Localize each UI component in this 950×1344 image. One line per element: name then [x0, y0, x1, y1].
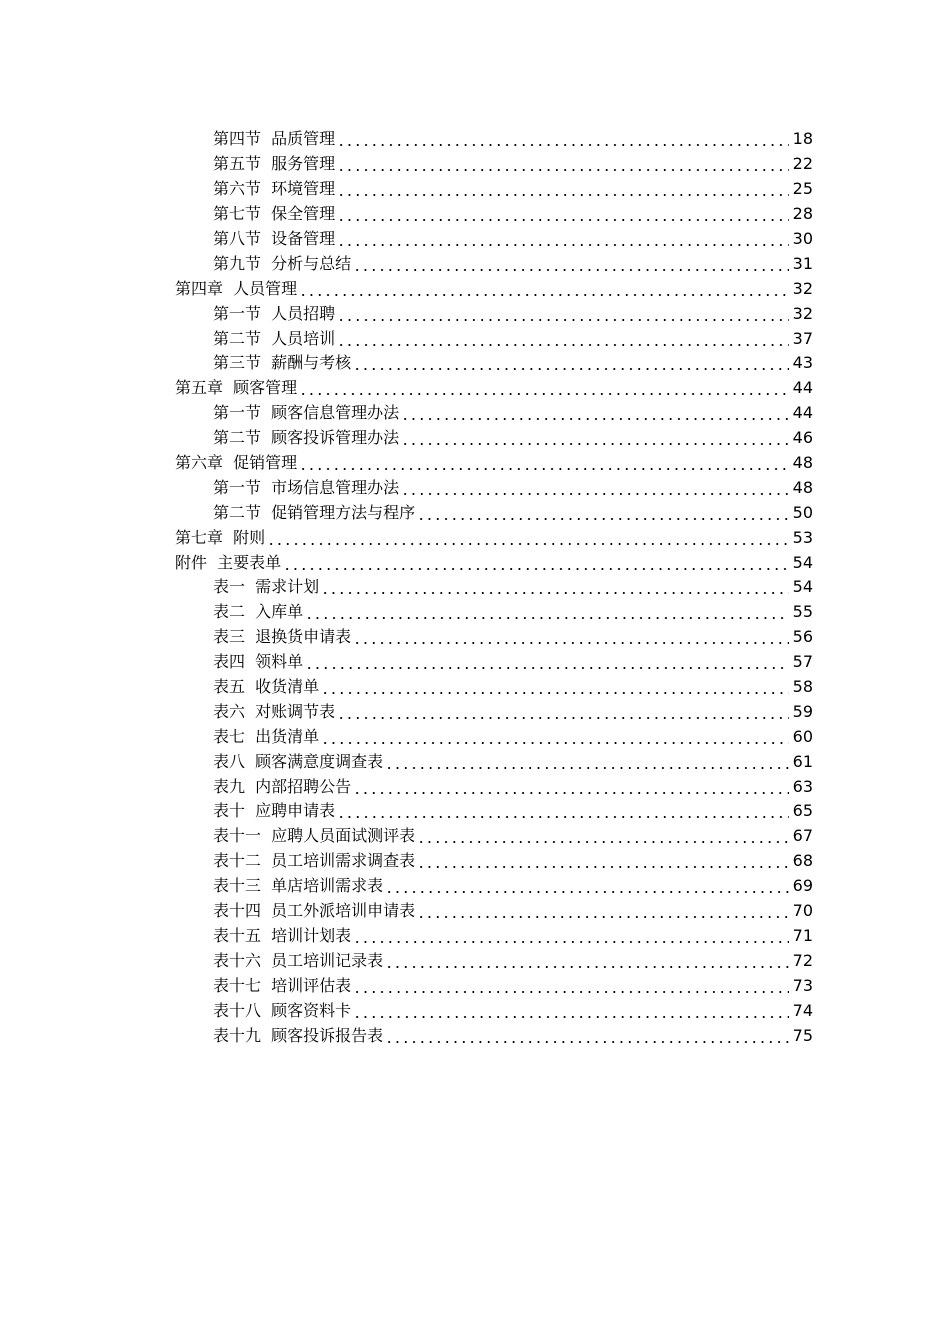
- toc-entry-label: 表三 退换货申请表: [213, 627, 352, 647]
- toc-page-number: 32: [792, 278, 813, 298]
- toc-dot-leader: [385, 876, 789, 896]
- toc-section-entry[interactable]: [0, 326, 950, 351]
- toc-page-number: 68: [792, 851, 813, 871]
- toc-section-entry[interactable]: [0, 500, 950, 525]
- toc-dot-leader: [337, 229, 789, 249]
- toc-dot-leader: [337, 329, 789, 349]
- toc-section-entry[interactable]: [0, 1023, 950, 1048]
- toc-chapter-entry[interactable]: [0, 525, 950, 550]
- toc-entry-label: 第九节 分析与总结: [213, 253, 352, 273]
- toc-section-entry[interactable]: [0, 724, 950, 749]
- toc-page-number: 57: [792, 652, 813, 672]
- toc-page-number: 44: [792, 403, 813, 423]
- toc-section-entry[interactable]: [0, 824, 950, 849]
- toc-dot-leader: [401, 428, 789, 448]
- toc-section-entry[interactable]: [0, 475, 950, 500]
- toc-dot-leader: [353, 976, 789, 996]
- toc-page-number: 75: [792, 1025, 813, 1045]
- toc-page-number: 56: [792, 627, 813, 647]
- toc-page-number: 72: [792, 950, 813, 970]
- toc-section-entry[interactable]: [0, 127, 950, 152]
- toc-page-number: 25: [792, 179, 813, 199]
- toc-section-entry[interactable]: [0, 799, 950, 824]
- toc-section-entry[interactable]: [0, 874, 950, 899]
- toc-section-entry[interactable]: [0, 948, 950, 973]
- toc-dot-leader: [401, 478, 789, 498]
- toc-page-number: 37: [792, 328, 813, 348]
- toc-dot-leader: [299, 279, 789, 299]
- toc-section-entry[interactable]: [0, 202, 950, 227]
- toc-page-number: 48: [792, 453, 813, 473]
- toc-dot-leader: [321, 577, 789, 597]
- toc-section-entry[interactable]: [0, 650, 950, 675]
- toc-chapter-entry[interactable]: [0, 550, 950, 575]
- toc-entry-label: 第七节 保全管理: [213, 204, 336, 224]
- toc-section-entry[interactable]: [0, 351, 950, 376]
- toc-entry-label: 第二节 人员培训: [213, 328, 336, 348]
- toc-section-entry[interactable]: [0, 998, 950, 1023]
- toc-dot-leader: [417, 851, 789, 871]
- toc-section-entry[interactable]: [0, 401, 950, 426]
- toc-page-number: 48: [792, 477, 813, 497]
- toc-dot-leader: [337, 179, 789, 199]
- toc-dot-leader: [385, 951, 789, 971]
- toc-entry-label: 表十一 应聘人员面试测评表: [213, 826, 416, 846]
- toc-dot-leader: [305, 602, 789, 622]
- toc-entry-label: 第五节 服务管理: [213, 154, 336, 174]
- toc-entry-label: 表十五 培训计划表: [213, 925, 352, 945]
- toc-page-number: 73: [792, 975, 813, 995]
- toc-section-entry[interactable]: [0, 699, 950, 724]
- toc-entry-label: 附件 主要表单: [175, 552, 282, 572]
- toc-section-entry[interactable]: [0, 426, 950, 451]
- toc-dot-leader: [417, 826, 789, 846]
- toc-dot-leader: [337, 154, 789, 174]
- toc-page-number: 61: [792, 751, 813, 771]
- toc-page-number: 22: [792, 154, 813, 174]
- toc-entry-label: 表五 收货清单: [213, 677, 320, 697]
- toc-entry-label: 第六章 促销管理: [175, 453, 298, 473]
- toc-section-entry[interactable]: [0, 251, 950, 276]
- toc-section-entry[interactable]: [0, 899, 950, 924]
- toc-dot-leader: [353, 777, 789, 797]
- toc-section-entry[interactable]: [0, 152, 950, 177]
- toc-entry-label: 表七 出货清单: [213, 726, 320, 746]
- toc-entry-label: 表八 顾客满意度调查表: [213, 751, 384, 771]
- toc-entry-label: 表十三 单店培训需求表: [213, 876, 384, 896]
- toc-entry-label: 第五章 顾客管理: [175, 378, 298, 398]
- toc-section-entry[interactable]: [0, 924, 950, 949]
- toc-dot-leader: [353, 627, 789, 647]
- toc-entry-label: 第六节 环境管理: [213, 179, 336, 199]
- toc-chapter-entry[interactable]: [0, 376, 950, 401]
- toc-section-entry[interactable]: [0, 973, 950, 998]
- toc-page-number: 31: [792, 253, 813, 273]
- toc-entry-label: 第二节 顾客投诉管理办法: [213, 428, 400, 448]
- toc-chapter-entry[interactable]: [0, 276, 950, 301]
- toc-entry-label: 表二 入库单: [213, 602, 304, 622]
- toc-section-entry[interactable]: [0, 675, 950, 700]
- table-of-contents: [0, 127, 950, 1048]
- toc-page-number: 18: [792, 129, 813, 149]
- toc-page-number: 67: [792, 826, 813, 846]
- toc-page-number: 54: [792, 552, 813, 572]
- toc-section-entry[interactable]: [0, 575, 950, 600]
- toc-dot-leader: [337, 204, 789, 224]
- toc-dot-leader: [299, 378, 789, 398]
- toc-page-number: 30: [792, 229, 813, 248]
- toc-entry-label: 表四 领料单: [213, 652, 304, 672]
- toc-chapter-entry[interactable]: [0, 451, 950, 476]
- toc-dot-leader: [305, 652, 789, 672]
- toc-entry-label: 第一节 顾客信息管理办法: [213, 403, 400, 423]
- toc-dot-leader: [321, 677, 789, 697]
- toc-entry-label: 第四节 品质管理: [213, 129, 336, 149]
- toc-dot-leader: [299, 453, 789, 473]
- toc-page-number: 59: [792, 701, 813, 721]
- toc-entry-label: 第四章 人员管理: [175, 278, 298, 298]
- toc-page-number: 71: [792, 925, 813, 945]
- toc-page-number: 32: [792, 303, 813, 323]
- toc-entry-label: 表十四 员工外派培训申请表: [213, 901, 416, 921]
- toc-entry-label: 第一节 人员招聘: [213, 303, 336, 323]
- toc-page-number: 50: [792, 502, 813, 522]
- toc-dot-leader: [337, 801, 789, 821]
- toc-dot-leader: [337, 129, 789, 149]
- toc-dot-leader: [417, 901, 789, 921]
- toc-dot-leader: [401, 403, 789, 423]
- toc-section-entry[interactable]: [0, 227, 950, 252]
- toc-page-number: 63: [792, 776, 813, 796]
- toc-entry-label: 表十八 顾客资料卡: [213, 1000, 352, 1020]
- toc-page-number: 28: [792, 204, 813, 224]
- toc-section-entry[interactable]: [0, 849, 950, 874]
- toc-dot-leader: [267, 528, 789, 548]
- toc-entry-label: 表一 需求计划: [213, 577, 320, 597]
- toc-dot-leader: [353, 1001, 789, 1021]
- toc-page-number: 53: [792, 527, 813, 547]
- toc-entry-label: 表十六 员工培训记录表: [213, 950, 384, 970]
- toc-section-entry[interactable]: [0, 749, 950, 774]
- toc-page-number: 74: [792, 1000, 813, 1020]
- toc-dot-leader: [283, 553, 789, 573]
- toc-entry-label: 表九 内部招聘公告: [213, 776, 352, 796]
- toc-page-number: 65: [792, 801, 813, 821]
- toc-dot-leader: [353, 926, 789, 946]
- toc-entry-label: 表十七 培训评估表: [213, 975, 352, 995]
- toc-page-number: 55: [792, 602, 813, 622]
- toc-page-number: 46: [792, 428, 813, 448]
- toc-page-number: 54: [792, 577, 813, 597]
- toc-page-number: 44: [792, 378, 813, 398]
- toc-entry-label: 第七章 附则: [175, 527, 266, 547]
- toc-dot-leader: [417, 503, 789, 523]
- toc-section-entry[interactable]: [0, 774, 950, 799]
- toc-section-entry[interactable]: [0, 600, 950, 625]
- toc-page-number: 60: [792, 726, 813, 746]
- toc-entry-label: 第三节 薪酬与考核: [213, 353, 352, 373]
- toc-page-number: 43: [792, 353, 813, 373]
- toc-dot-leader: [321, 727, 789, 747]
- toc-dot-leader: [337, 304, 789, 324]
- toc-page-number: 58: [792, 677, 813, 697]
- toc-page-number: 69: [792, 876, 813, 896]
- toc-entry-label: 表十 应聘申请表: [213, 801, 336, 821]
- toc-page-number: 70: [792, 901, 813, 921]
- toc-entry-label: 第一节 市场信息管理办法: [213, 477, 400, 497]
- toc-section-entry[interactable]: [0, 177, 950, 202]
- toc-dot-leader: [353, 353, 789, 373]
- toc-dot-leader: [385, 752, 789, 772]
- toc-entry-label: 第二节 促销管理方法与程序: [213, 502, 416, 522]
- toc-entry-label: 表十九 顾客投诉报告表: [213, 1025, 384, 1045]
- toc-dot-leader: [337, 702, 789, 722]
- toc-entry-label: 表十二 员工培训需求调查表: [213, 851, 416, 871]
- toc-entry-label: 表六 对账调节表: [213, 701, 336, 721]
- toc-section-entry[interactable]: [0, 301, 950, 326]
- toc-dot-leader: [385, 1026, 789, 1046]
- toc-section-entry[interactable]: [0, 625, 950, 650]
- toc-dot-leader: [353, 254, 789, 274]
- toc-entry-label: 第八节 设备管理: [213, 229, 336, 248]
